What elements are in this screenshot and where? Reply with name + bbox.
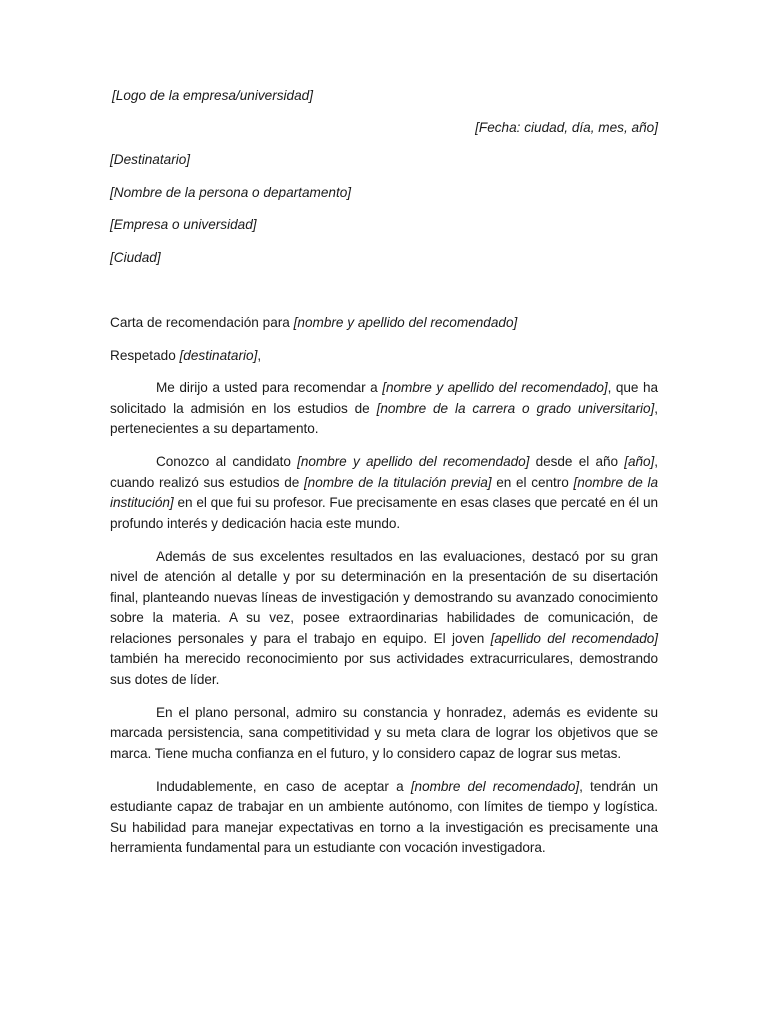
recipient-line-1: [Destinatario] (110, 152, 191, 167)
paragraph-text: , que ha solicitado la admisión en los estudios de (110, 380, 658, 416)
company-logo-placeholder: [Logo de la empresa/universidad] (112, 88, 314, 103)
paragraph-placeholder: [año] (624, 454, 655, 469)
paragraph-placeholder: [apellido del recomendado] (490, 630, 658, 646)
greeting-end: , (257, 348, 262, 363)
paragraph-text: Conozco al candidato (156, 454, 298, 469)
paragraph-text: Me dirijo a usted para recomendar a (156, 380, 383, 395)
paragraph-5 (110, 777, 658, 859)
greeting-line (110, 346, 261, 366)
paragraph-placeholder: [nombre de la institución] (110, 474, 658, 510)
paragraph-text: En el plano personal, admiro su constancia y honradez, además es evidente su marcada persistencia, sana competitividad y su meta clara de lograr los objetivos que se marca. Tiene mucha confianza en el futuro, y lo considero capaz de lograr sus metas. (110, 704, 658, 761)
paragraph-placeholder: [nombre y apellido del recomendado] (297, 454, 530, 469)
paragraph-text: , cuando realizó sus estudios de (110, 454, 658, 490)
greeting-placeholder: [destinatario] (179, 348, 258, 363)
paragraph-text: también ha merecido reconocimiento por sus actividades extracurriculares, demostrando sus dotes de líder. (110, 651, 658, 687)
subject-line (110, 313, 517, 333)
paragraph-placeholder: [nombre y apellido del recomendado] (382, 380, 608, 395)
date-placeholder: [Fecha: ciudad, día, mes, año] (475, 120, 658, 135)
paragraph-text: en el centro (491, 474, 574, 490)
recipient-line-2: [Nombre de la persona o departamento] (110, 185, 352, 200)
paragraph-1 (110, 378, 658, 440)
subject-placeholder: [nombre y apellido del recomendado] (293, 315, 518, 330)
paragraph-placeholder: [nombre del recomendado] (410, 778, 580, 794)
paragraph-text: Indudablemente, en caso de aceptar a (156, 778, 411, 794)
subject-text: Carta de recomendación para (110, 315, 294, 330)
paragraph-text: desde el año (529, 454, 625, 469)
recipient-line-3: [Empresa o universidad] (110, 217, 257, 232)
greeting-text: Respetado (110, 348, 180, 363)
paragraph-text: en el que fui su profesor. Fue precisamente en esas clases que percaté en él un profundo interés y dedicación hacia este mundo. (110, 495, 658, 531)
paragraph-placeholder: [nombre de la carrera o grado universitario] (376, 400, 655, 416)
paragraph-text: , tendrán un estudiante capaz de trabajar en un ambiente autónomo, con límites de tiempo y logística. Su habilidad para manejar expectativas en torno a la investigación es precisamente una herramienta fundamental para un estudiante con vocación investigadora. (110, 778, 658, 855)
paragraph-3 (110, 547, 658, 691)
paragraph-2 (110, 452, 658, 534)
paragraph-text: , pertenecientes a su departamento. (110, 400, 658, 436)
paragraph-text: Además de sus excelentes resultados en las evaluaciones, destacó por su gran nivel de atención al detalle y por su determinación en la presentación de su disertación final, planteando nuevas líneas de investigación y demostrando su avanzado conocimiento sobre la materia. A su vez, posee extraordinarias habilidades de comunicación, de relaciones personales y para el trabajo en equipo. El joven (110, 548, 658, 646)
recipient-line-4: [Ciudad] (110, 250, 161, 265)
paragraph-placeholder: [nombre de la titulación previa] (303, 474, 492, 490)
paragraph-4 (110, 703, 658, 765)
letter-body (110, 378, 658, 871)
